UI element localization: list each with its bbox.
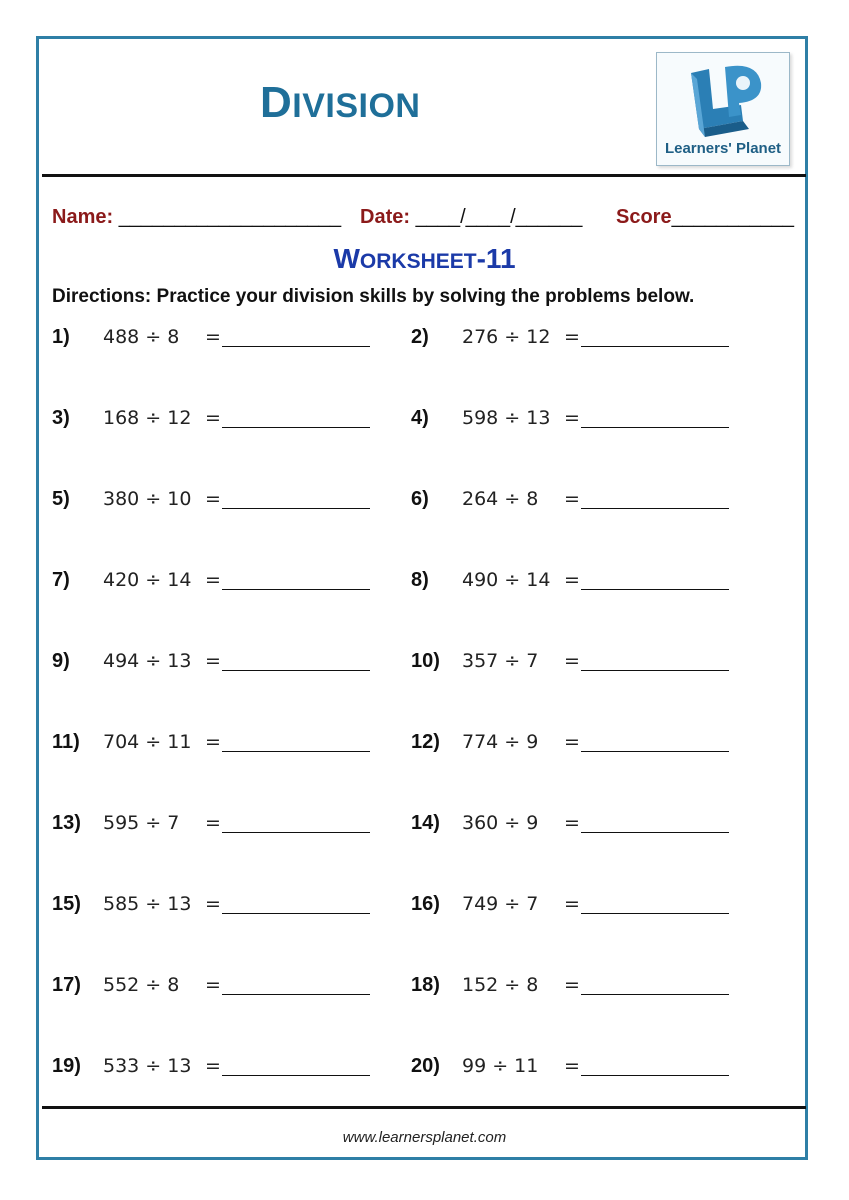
problem-item xyxy=(411,1055,741,1085)
equals-sign: = xyxy=(564,650,580,672)
equals-sign: = xyxy=(564,488,580,510)
problem-expression: 704 ÷ 11 xyxy=(103,731,192,753)
answer-blank[interactable] xyxy=(581,427,729,428)
score-label: Score xyxy=(616,206,672,228)
problem-item xyxy=(52,407,382,437)
date-label: Date: xyxy=(360,206,411,228)
answer-blank[interactable] xyxy=(581,913,729,914)
problem-expression: 360 ÷ 9 xyxy=(462,812,539,834)
problem-item xyxy=(411,731,741,761)
problem-item xyxy=(411,488,741,518)
equals-sign: = xyxy=(564,569,580,591)
worksheet-title xyxy=(0,243,849,275)
page-title xyxy=(260,78,420,128)
problem-number: 5) xyxy=(52,488,70,510)
problem-item xyxy=(411,650,741,680)
problem-number: 14) xyxy=(411,812,440,834)
logo-text: Learners' Planet xyxy=(664,140,782,157)
equals-sign: = xyxy=(564,407,580,429)
problem-number: 7) xyxy=(52,569,70,591)
directions-text: Directions: Practice your division skills by solving the problems below. xyxy=(52,286,695,307)
problem-number: 1) xyxy=(52,326,70,348)
equals-sign: = xyxy=(205,812,221,834)
score-field[interactable] xyxy=(616,206,794,229)
problem-number: 10) xyxy=(411,650,440,672)
problem-item xyxy=(52,812,382,842)
equals-sign: = xyxy=(205,974,221,996)
worksheet-title-initial: W xyxy=(333,243,360,274)
name-blank[interactable]: ____________________ xyxy=(118,206,342,228)
answer-blank[interactable] xyxy=(581,346,729,347)
answer-blank[interactable] xyxy=(222,508,370,509)
problem-item xyxy=(52,731,382,761)
problem-item xyxy=(52,326,382,356)
title-initial: D xyxy=(260,78,293,127)
problem-expression: 152 ÷ 8 xyxy=(462,974,539,996)
lp-logo-icon xyxy=(679,59,769,141)
problem-number: 4) xyxy=(411,407,429,429)
answer-blank[interactable] xyxy=(581,994,729,995)
title-rest: IVISION xyxy=(292,87,421,125)
problem-expression: 264 ÷ 8 xyxy=(462,488,539,510)
problem-number: 12) xyxy=(411,731,440,753)
equals-sign: = xyxy=(205,326,221,348)
answer-blank[interactable] xyxy=(581,589,729,590)
equals-sign: = xyxy=(205,1055,221,1077)
equals-sign: = xyxy=(205,407,221,429)
date-blank[interactable]: ____/____/______ xyxy=(415,206,583,228)
answer-blank[interactable] xyxy=(581,670,729,671)
problem-item xyxy=(52,569,382,599)
equals-sign: = xyxy=(564,893,580,915)
problem-expression: 494 ÷ 13 xyxy=(103,650,192,672)
name-field[interactable] xyxy=(52,206,341,229)
equals-sign: = xyxy=(205,893,221,915)
problem-number: 18) xyxy=(411,974,440,996)
name-label: Name: xyxy=(52,206,114,228)
problem-expression: 595 ÷ 7 xyxy=(103,812,180,834)
equals-sign: = xyxy=(205,569,221,591)
problem-item xyxy=(411,407,741,437)
problem-number: 9) xyxy=(52,650,70,672)
problem-expression: 357 ÷ 7 xyxy=(462,650,539,672)
header-divider xyxy=(42,174,806,177)
equals-sign: = xyxy=(205,731,221,753)
problem-item xyxy=(411,326,741,356)
problem-item xyxy=(52,488,382,518)
problem-expression: 488 ÷ 8 xyxy=(103,326,180,348)
answer-blank[interactable] xyxy=(581,1075,729,1076)
problem-item xyxy=(411,893,741,923)
answer-blank[interactable] xyxy=(222,427,370,428)
equals-sign: = xyxy=(205,650,221,672)
problem-expression: 585 ÷ 13 xyxy=(103,893,192,915)
answer-blank[interactable] xyxy=(222,832,370,833)
problem-expression: 749 ÷ 7 xyxy=(462,893,539,915)
problem-number: 15) xyxy=(52,893,81,915)
problem-number: 13) xyxy=(52,812,81,834)
answer-blank[interactable] xyxy=(222,994,370,995)
problem-number: 3) xyxy=(52,407,70,429)
answer-blank[interactable] xyxy=(581,751,729,752)
problem-item xyxy=(411,569,741,599)
answer-blank[interactable] xyxy=(222,1075,370,1076)
problem-item xyxy=(411,974,741,1004)
equals-sign: = xyxy=(205,488,221,510)
equals-sign: = xyxy=(564,326,580,348)
problem-expression: 598 ÷ 13 xyxy=(462,407,551,429)
problem-expression: 276 ÷ 12 xyxy=(462,326,551,348)
problem-number: 17) xyxy=(52,974,81,996)
problem-item xyxy=(411,812,741,842)
problem-item xyxy=(52,1055,382,1085)
problem-number: 11) xyxy=(52,731,80,753)
equals-sign: = xyxy=(564,812,580,834)
problem-expression: 490 ÷ 14 xyxy=(462,569,551,591)
learners-planet-logo xyxy=(656,52,790,166)
answer-blank[interactable] xyxy=(222,751,370,752)
problem-expression: 552 ÷ 8 xyxy=(103,974,180,996)
problem-item xyxy=(52,974,382,1004)
answer-blank[interactable] xyxy=(581,832,729,833)
worksheet-number: -11 xyxy=(476,243,516,274)
problem-expression: 168 ÷ 12 xyxy=(103,407,192,429)
problem-expression: 420 ÷ 14 xyxy=(103,569,192,591)
footer-url: www.learnersplanet.com xyxy=(342,1129,507,1146)
problem-number: 20) xyxy=(411,1055,440,1077)
score-blank[interactable]: ___________ xyxy=(671,206,794,228)
problem-number: 16) xyxy=(411,893,440,915)
problem-expression: 380 ÷ 10 xyxy=(103,488,192,510)
problem-number: 2) xyxy=(411,326,429,348)
problem-expression: 774 ÷ 9 xyxy=(462,731,539,753)
problem-number: 19) xyxy=(52,1055,81,1077)
answer-blank[interactable] xyxy=(581,508,729,509)
answer-blank[interactable] xyxy=(222,346,370,347)
equals-sign: = xyxy=(564,974,580,996)
problem-item xyxy=(52,650,382,680)
footer-divider xyxy=(42,1106,806,1109)
problem-expression: 99 ÷ 11 xyxy=(462,1055,539,1077)
problem-item xyxy=(52,893,382,923)
problem-number: 8) xyxy=(411,569,429,591)
worksheet-title-rest: ORKSHEET xyxy=(359,250,477,273)
date-field[interactable] xyxy=(360,206,582,229)
answer-blank[interactable] xyxy=(222,670,370,671)
answer-blank[interactable] xyxy=(222,589,370,590)
equals-sign: = xyxy=(564,731,580,753)
equals-sign: = xyxy=(564,1055,580,1077)
answer-blank[interactable] xyxy=(222,913,370,914)
problem-expression: 533 ÷ 13 xyxy=(103,1055,192,1077)
problem-number: 6) xyxy=(411,488,429,510)
